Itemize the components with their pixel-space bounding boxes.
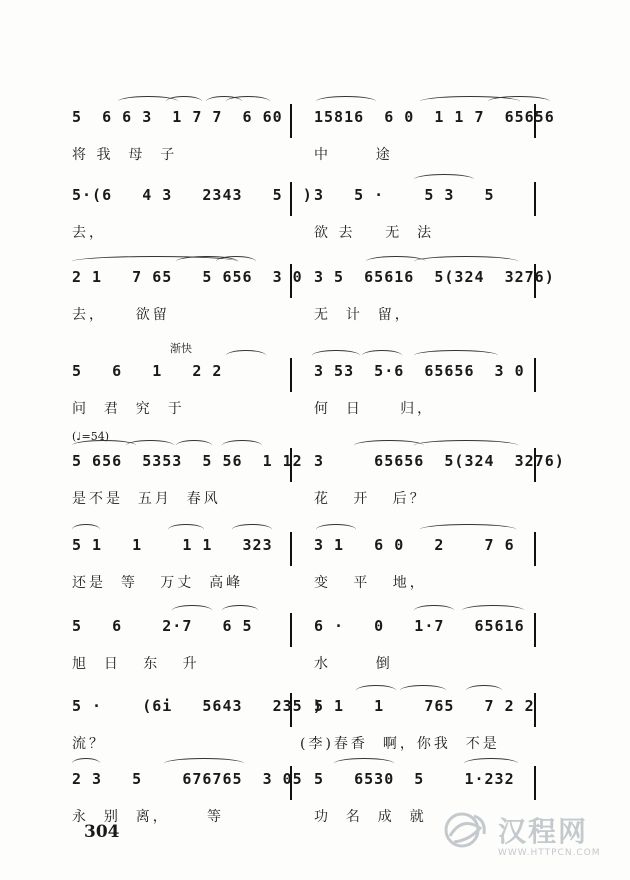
bar-line: [290, 182, 292, 216]
right-lyrics: 欲 去 无 法: [314, 225, 435, 241]
bar-line: [534, 264, 536, 298]
right-lyrics: 花 开 后？: [314, 491, 427, 507]
slur-mark: [466, 685, 502, 696]
right-lyrics: 中 途: [314, 147, 393, 163]
right-measure-notes: 3 65656 5(324 3276): [314, 452, 565, 470]
left-lyrics: 问 君 究 于: [72, 401, 185, 417]
right-lyrics: 水 倒: [314, 656, 393, 672]
bar-line: [534, 448, 536, 482]
right-measure-notes: 5 6530 5 1·232: [314, 770, 515, 788]
slur-mark: [168, 524, 204, 535]
slur-mark: [164, 758, 244, 769]
right-lyrics: (李)春香 啊，你我 不是: [300, 736, 500, 752]
left-measure-notes: 5 656 5353 5 56 1 12: [72, 452, 303, 470]
right-measure-notes: 3 1 6 0 2 7 6: [314, 536, 515, 554]
slur-mark: [362, 350, 402, 361]
watermark-logo-icon: [440, 806, 494, 854]
slur-mark: [356, 685, 396, 696]
slur-mark: [316, 96, 376, 107]
slur-mark: [400, 685, 446, 696]
slur-mark: [414, 440, 518, 451]
slur-mark: [216, 256, 256, 267]
left-lyrics: 旭 日 东 升: [72, 656, 200, 672]
page-number: 304: [84, 822, 120, 842]
slur-mark: [420, 524, 516, 535]
bar-line: [290, 448, 292, 482]
bar-line: [534, 182, 536, 216]
left-lyrics: 流？: [72, 736, 106, 752]
tempo-marking: (♩=54): [72, 430, 109, 443]
left-measure-notes: 5 6 2·7 6 5: [72, 617, 253, 635]
right-measure-notes: 3 5 · 5 3 5: [314, 186, 495, 204]
slur-mark: [176, 440, 212, 451]
left-lyrics: 将 我 母 子: [72, 147, 178, 163]
bar-line: [290, 358, 292, 392]
slur-mark: [72, 524, 100, 535]
bar-line: [290, 532, 292, 566]
tempo-marking: 渐快: [170, 342, 192, 355]
bar-line: [534, 613, 536, 647]
right-measure-notes: 15816 6 0 1 1 7 65656: [314, 108, 555, 126]
bar-line: [534, 693, 536, 727]
right-lyrics: 变 平 地，: [314, 575, 427, 591]
right-measure-notes: 3 5 65616 5(324 3276): [314, 268, 555, 286]
bar-line: [290, 613, 292, 647]
left-lyrics: 去， 欲留: [72, 307, 170, 323]
left-lyrics: 去，: [72, 225, 106, 241]
right-lyrics: 功 名 成 就: [314, 809, 427, 825]
slur-mark: [126, 440, 174, 451]
slur-mark: [72, 758, 100, 769]
left-measure-notes: 5 6 1 2 2: [72, 362, 223, 380]
watermark-title: 汉程网: [498, 815, 589, 848]
slur-mark: [222, 605, 258, 616]
slur-mark: [464, 758, 518, 769]
left-measure-notes: 5 · (6i 5643 235 ): [72, 697, 323, 715]
left-measure-notes: 2 1 7 65 5 656 3 0: [72, 268, 303, 286]
bar-line: [534, 766, 536, 800]
slur-mark: [414, 350, 498, 361]
slur-mark: [414, 174, 474, 185]
right-lyrics: 无 计 留，: [314, 307, 412, 323]
slur-mark: [222, 440, 262, 451]
slur-mark: [312, 350, 360, 361]
left-lyrics: 还是 等 万丈 高峰: [72, 575, 244, 591]
left-lyrics: 永 别 离， 等: [72, 809, 225, 825]
slur-mark: [226, 350, 266, 361]
bar-line: [534, 104, 536, 138]
slur-mark: [316, 524, 356, 535]
bar-line: [290, 104, 292, 138]
bar-line: [534, 532, 536, 566]
bar-line: [290, 766, 292, 800]
slur-mark: [166, 96, 202, 107]
slur-mark: [414, 605, 454, 616]
bar-line: [290, 693, 292, 727]
slur-mark: [488, 96, 550, 107]
left-lyrics: 是不是 五月 春风: [72, 491, 221, 507]
right-measure-notes: 5 1 1 765 7 2 2: [314, 697, 535, 715]
left-measure-notes: 5·(6 4 3 2343 5 ): [72, 186, 313, 204]
slur-mark: [232, 524, 272, 535]
bar-line: [534, 358, 536, 392]
watermark: [440, 806, 610, 868]
right-lyrics: 何 日 归，: [314, 401, 435, 417]
slur-mark: [462, 605, 524, 616]
left-measure-notes: 2 3 5 676765 3 05: [72, 770, 303, 788]
slur-mark: [226, 96, 270, 107]
left-measure-notes: 5 6 6 3 1 7 7 6 60: [72, 108, 283, 126]
bar-line: [290, 264, 292, 298]
right-measure-notes: 3 53 5·6 65656 3 0: [314, 362, 525, 380]
watermark-url: WWW.HTTPCN.COM: [498, 848, 601, 858]
right-measure-notes: 6 · 0 1·7 65616: [314, 617, 525, 635]
left-measure-notes: 5 1 1 1 1 323: [72, 536, 273, 554]
slur-mark: [172, 605, 212, 616]
slur-mark: [414, 256, 518, 267]
slur-mark: [334, 758, 394, 769]
